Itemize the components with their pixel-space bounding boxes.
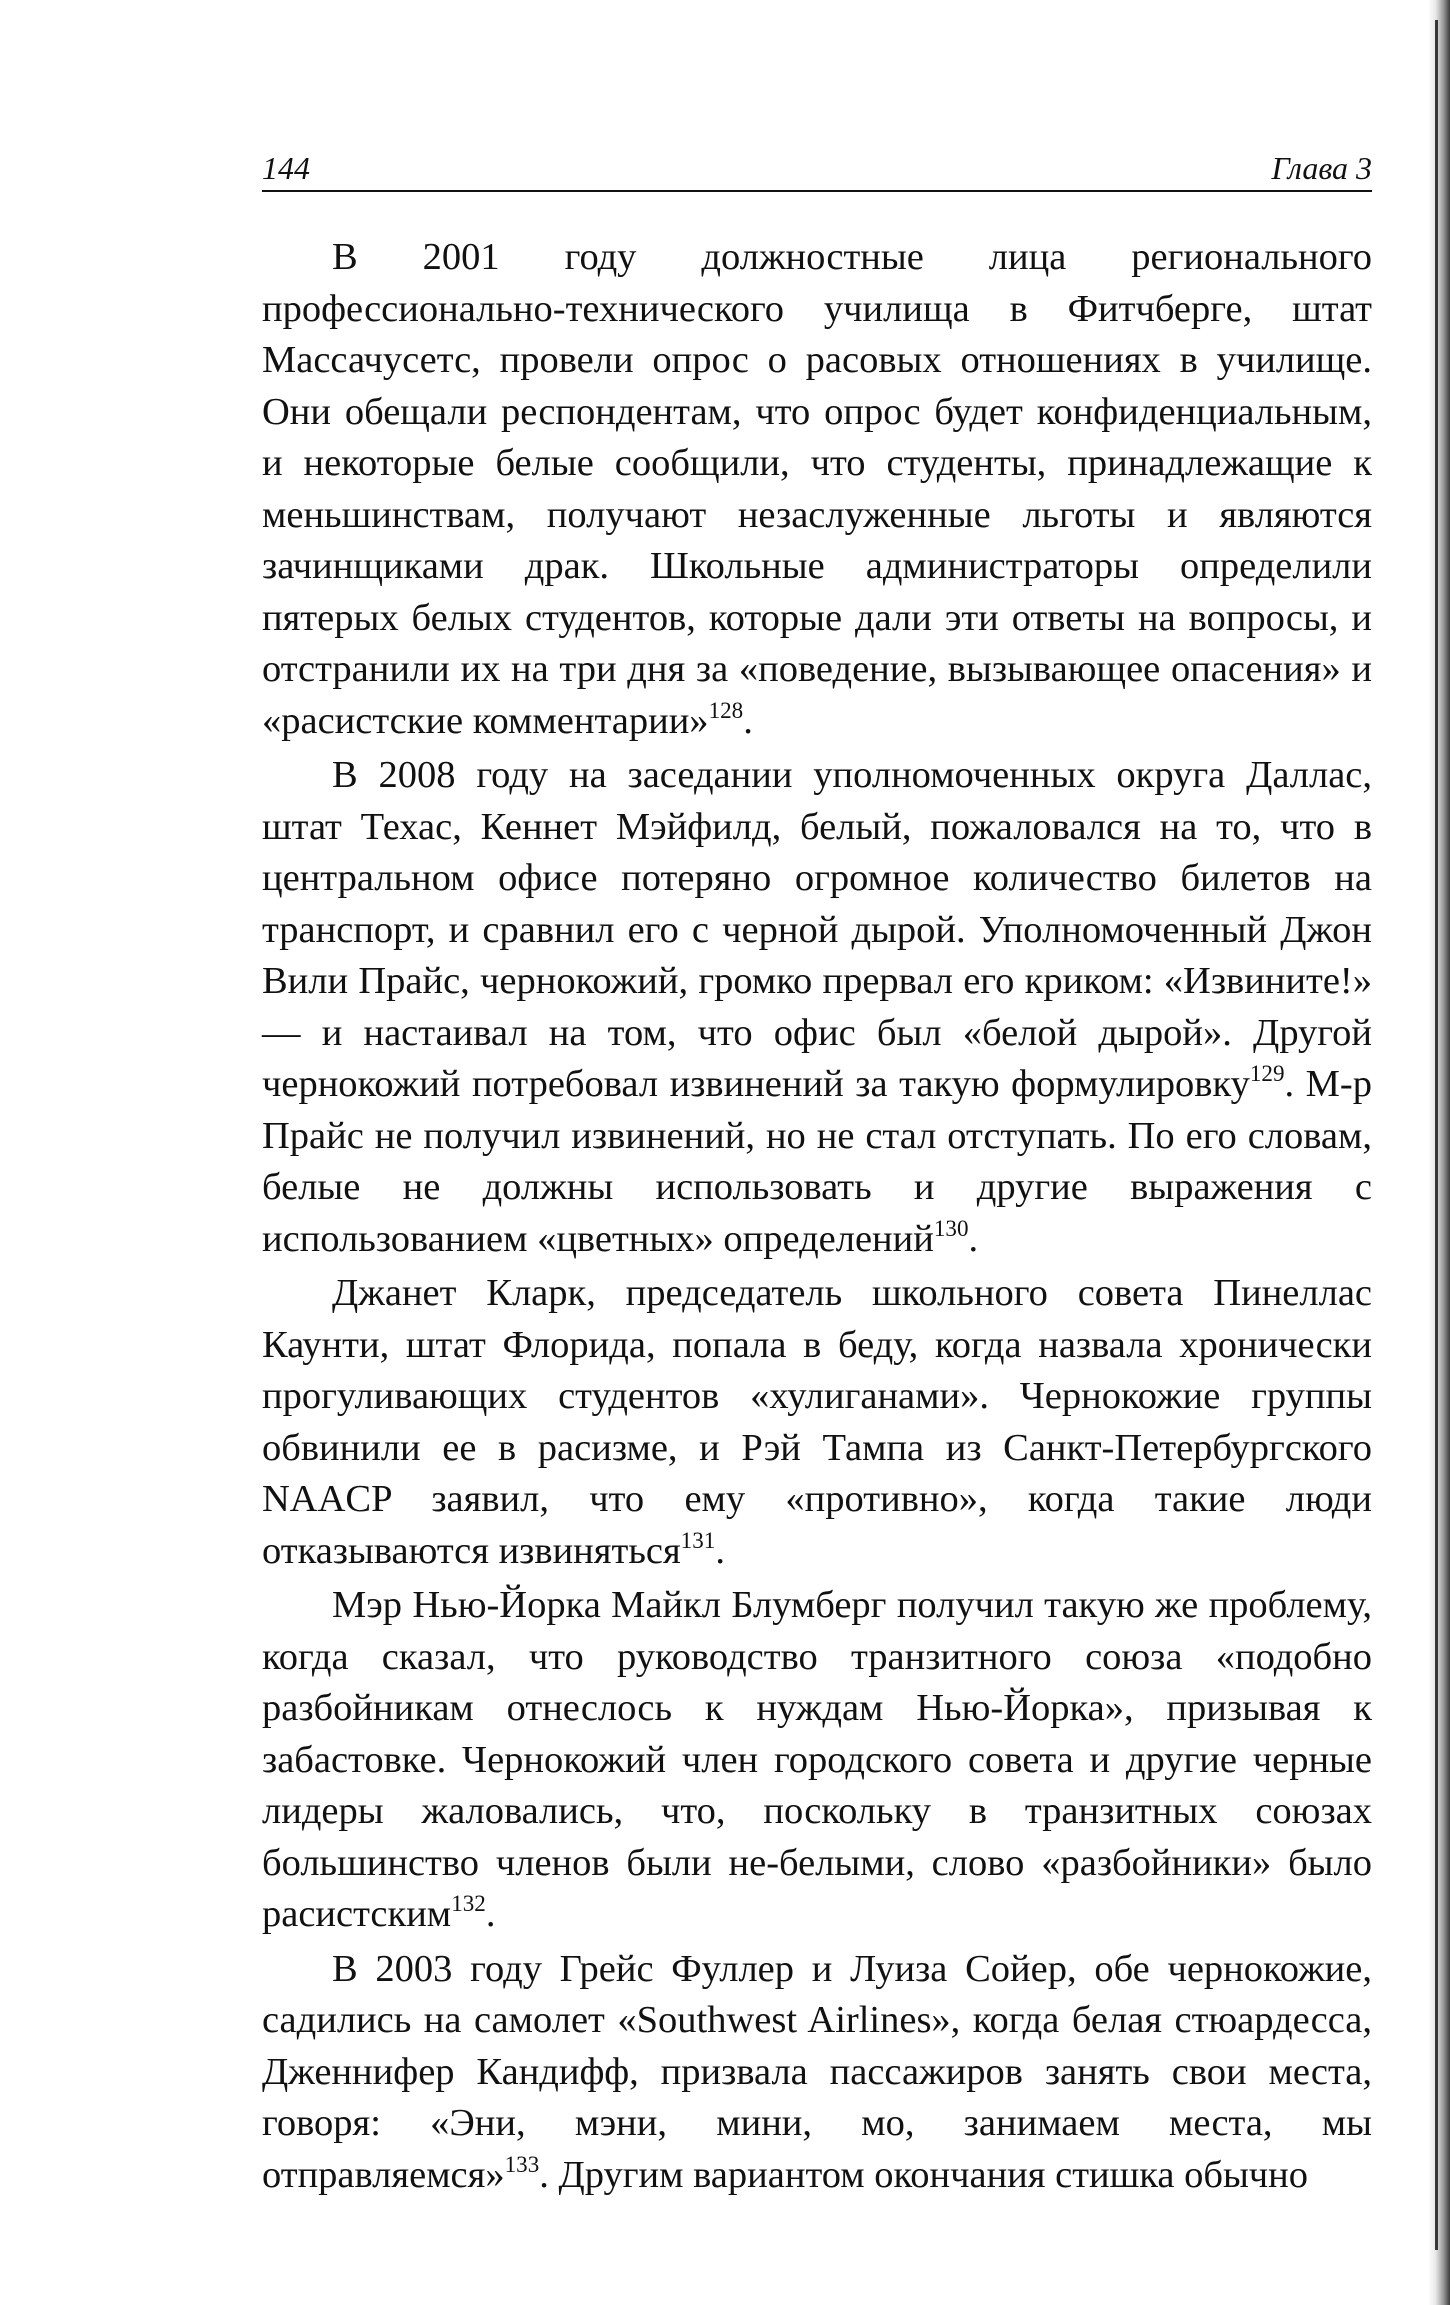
paragraph-text: . <box>743 699 753 742</box>
paragraph-text: В 2001 году должностные лица регионального профессионально-технического училища в Фитчберге, штат Массачусетс, провели опрос о расовых отношениях в училище. Они обещали респондентам, что опрос будет конфиденциальным, и некоторые белые сообщили, что студенты, принадлежащие к меньшинствам, получают незаслуженные льготы и являются зачинщиками драк. Школьные администраторы определили пятерых белых студентов, которые дали эти ответы на вопросы, и отстранили их на три дня за «поведение, вызывающее опасения» и «расистские комментарии» <box>262 236 1372 742</box>
paragraph-text: . <box>968 1217 979 1260</box>
body-text <box>262 232 1372 2204</box>
paragraph-text: Джанет Кларк, председатель школьного совета Пинеллас Каунти, штат Флорида, попала в беду, когда назвала хронически прогуливающих студентов «хулиганами». Чернокожие группы обвинили ее в расизме, и Рэй Тампа из Санкт-Петербургского NAACP заявил, что ему «противно», когда такие люди отказываются извиняться <box>262 1272 1372 1572</box>
paragraph-text: В 2003 году Грейс Фуллер и Луиза Сойер, обе чернокожие, садились на самолет «Southwest Airlines», когда белая стюардесса, Дженнифер Кандифф, призвала пассажиров занять свои места, говоря: «Эни, мэни, мини, мо, занимаем места, мы отправляемся» <box>262 1947 1372 2196</box>
page-number: 144 <box>262 150 310 186</box>
paragraph-text: . <box>715 1529 725 1572</box>
running-head: Глава 3 <box>1271 150 1372 186</box>
paragraph-text: . <box>485 1893 496 1935</box>
paragraph-1 <box>262 232 1372 747</box>
footnote-ref: 128 <box>708 696 744 723</box>
scan-edge-line <box>1435 20 1438 2250</box>
footnote-ref: 131 <box>680 1526 716 1553</box>
scan-edge-shadow <box>1428 0 1450 2305</box>
paragraph-text: Мэр Нью-Йорка Майкл Блумберг получил такую же проблему, когда сказал, что руководство транзитного союза «подобно разбойникам отнеслось к нуждам Нью-Йорка», призывая к забастовке. Чернокожий член городского совета и другие черные лидеры жаловались, что, поскольку в транзитных союзах большинство членов были не-белыми, слово «разбойники» было расистским <box>262 1584 1372 1935</box>
paragraph-2 <box>262 750 1372 1265</box>
footnote-ref: 129 <box>1249 1060 1285 1087</box>
paragraph-4 <box>262 1580 1372 1941</box>
footnote-ref: 133 <box>504 2150 540 2177</box>
paragraph-text: В 2008 году на заседании уполномоченных округа Даллас, штат Техас, Кеннет Мэйфилд, белый, пожаловался на то, что в центральном офисе потеряно огромное количество билетов на транспорт, и сравнил его с черной дырой. Уполномоченный Джон Вили Прайс, чернокожий, громко прервал его криком: «Извините!» — и настаивал на том, что офис был «белой дырой». Другой чернокожий потребовал извинений за такую формулировку <box>262 754 1372 1105</box>
paragraph-5 <box>262 1944 1372 2202</box>
paragraph-text: . Другим вариантом окончания стишка обычно <box>539 2153 1309 2196</box>
footnote-ref: 130 <box>933 1214 969 1241</box>
paragraph-text: . М-р Прайс не получил извинений, но не стал отступать. По его словам, белые не должны использовать и другие выражения с использованием «цветных» определений <box>262 1063 1372 1260</box>
page-header <box>262 150 1372 192</box>
footnote-ref: 132 <box>451 1890 486 1917</box>
paragraph-3 <box>262 1268 1372 1577</box>
